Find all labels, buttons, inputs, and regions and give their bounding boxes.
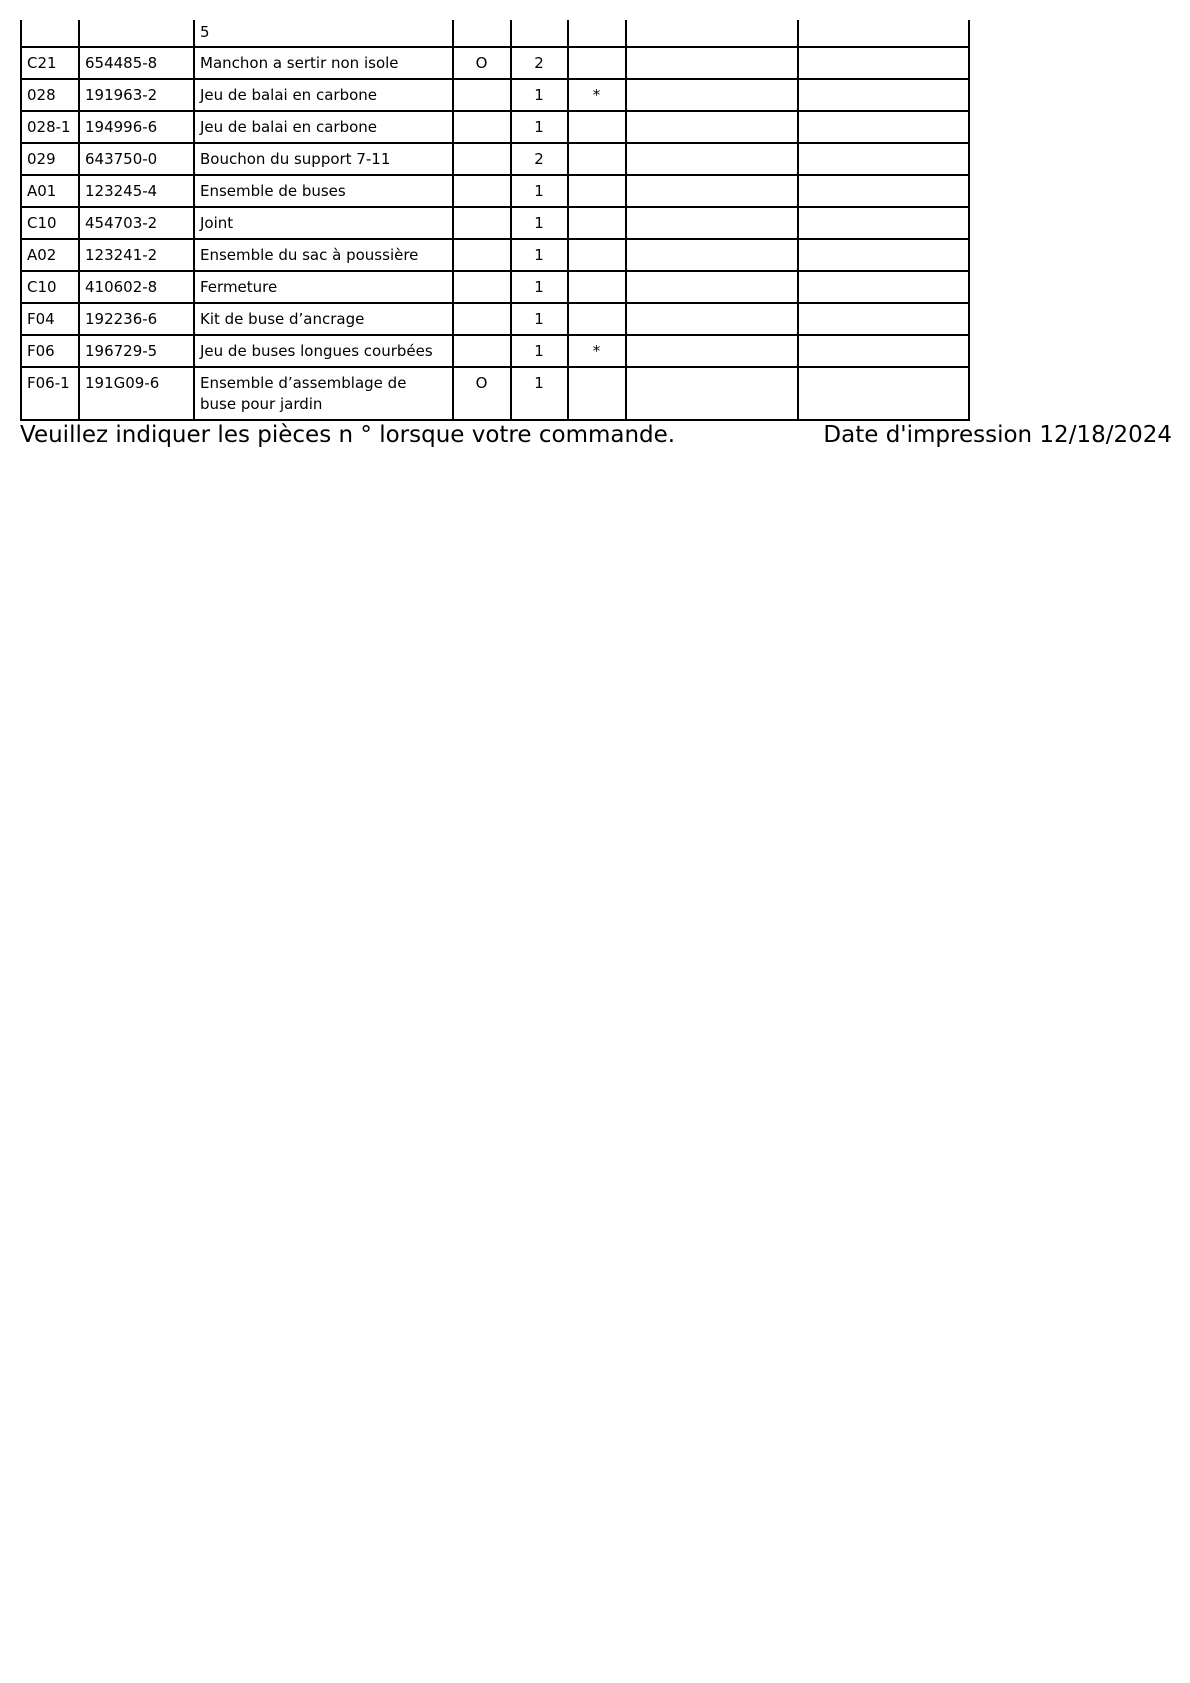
quantity-cell: 1 — [511, 79, 568, 111]
table-row — [21, 207, 969, 239]
part-number-cell: 192236-6 — [79, 303, 194, 335]
part-number-cell: 191963-2 — [79, 79, 194, 111]
ref-cell: C10 — [21, 271, 79, 303]
mark-cell — [453, 271, 511, 303]
blank-cell — [798, 271, 969, 303]
blank-cell — [798, 20, 969, 47]
blank-cell — [798, 239, 969, 271]
flag-cell — [568, 239, 626, 271]
part-number-cell — [79, 20, 194, 47]
description-cell: Ensemble du sac à poussière — [194, 239, 453, 271]
print-date: Date d'impression 12/18/2024 — [823, 422, 1172, 448]
ref-cell: 028 — [21, 79, 79, 111]
quantity-cell: 1 — [511, 239, 568, 271]
blank-cell — [798, 175, 969, 207]
flag-cell — [568, 207, 626, 239]
blank-cell — [798, 207, 969, 239]
mark-cell — [453, 239, 511, 271]
blank-cell — [626, 239, 798, 271]
ref-cell: 029 — [21, 143, 79, 175]
flag-cell — [568, 303, 626, 335]
description-cell: Joint — [194, 207, 453, 239]
mark-cell: O — [453, 47, 511, 79]
ref-cell: F04 — [21, 303, 79, 335]
parts-table-body — [21, 20, 969, 420]
part-number-cell: 123241-2 — [79, 239, 194, 271]
quantity-cell: 1 — [511, 367, 568, 420]
ref-cell — [21, 20, 79, 47]
flag-cell — [568, 367, 626, 420]
part-number-cell: 194996-6 — [79, 111, 194, 143]
mark-cell — [453, 175, 511, 207]
table-row — [21, 239, 969, 271]
mark-cell: O — [453, 367, 511, 420]
quantity-cell: 1 — [511, 335, 568, 367]
blank-cell — [798, 79, 969, 111]
mark-cell — [453, 111, 511, 143]
flag-cell — [568, 175, 626, 207]
table-row — [21, 111, 969, 143]
ref-cell: F06 — [21, 335, 79, 367]
flag-cell — [568, 20, 626, 47]
blank-cell — [626, 79, 798, 111]
description-cell: Manchon a sertir non isole — [194, 47, 453, 79]
part-number-cell: 654485-8 — [79, 47, 194, 79]
blank-cell — [626, 335, 798, 367]
mark-cell — [453, 20, 511, 47]
table-row — [21, 367, 969, 420]
mark-cell — [453, 303, 511, 335]
blank-cell — [626, 271, 798, 303]
blank-cell — [626, 143, 798, 175]
table-row — [21, 271, 969, 303]
quantity-cell: 1 — [511, 111, 568, 143]
flag-cell: * — [568, 79, 626, 111]
description-cell: Ensemble d’assemblage de buse pour jardin — [194, 367, 453, 420]
blank-cell — [798, 303, 969, 335]
mark-cell — [453, 79, 511, 111]
mark-cell — [453, 207, 511, 239]
description-cell: Jeu de buses longues courbées — [194, 335, 453, 367]
mark-cell — [453, 143, 511, 175]
table-row — [21, 175, 969, 207]
description-cell: Jeu de balai en carbone — [194, 111, 453, 143]
blank-cell — [798, 111, 969, 143]
description-cell: Jeu de balai en carbone — [194, 79, 453, 111]
flag-cell — [568, 143, 626, 175]
flag-cell — [568, 111, 626, 143]
quantity-cell: 1 — [511, 303, 568, 335]
table-row — [21, 20, 969, 47]
blank-cell — [798, 335, 969, 367]
table-row — [21, 47, 969, 79]
description-cell: Bouchon du support 7-11 — [194, 143, 453, 175]
mark-cell — [453, 335, 511, 367]
table-row — [21, 303, 969, 335]
blank-cell — [626, 111, 798, 143]
blank-cell — [626, 47, 798, 79]
flag-cell — [568, 271, 626, 303]
table-row — [21, 335, 969, 367]
ref-cell: F06-1 — [21, 367, 79, 420]
flag-cell: * — [568, 335, 626, 367]
quantity-cell — [511, 20, 568, 47]
order-note: Veuillez indiquer les pièces n ° lorsque votre commande. — [20, 422, 676, 448]
ref-cell: A01 — [21, 175, 79, 207]
quantity-cell: 2 — [511, 47, 568, 79]
blank-cell — [798, 367, 969, 420]
quantity-cell: 1 — [511, 175, 568, 207]
part-number-cell: 643750-0 — [79, 143, 194, 175]
parts-table — [20, 20, 970, 421]
part-number-cell: 454703-2 — [79, 207, 194, 239]
description-cell: Kit de buse d’ancrage — [194, 303, 453, 335]
blank-cell — [626, 303, 798, 335]
blank-cell — [626, 20, 798, 47]
description-cell: Ensemble de buses — [194, 175, 453, 207]
description-cell: Fermeture — [194, 271, 453, 303]
description-cell: 5 — [194, 20, 453, 47]
table-row — [21, 79, 969, 111]
quantity-cell: 1 — [511, 207, 568, 239]
quantity-cell: 2 — [511, 143, 568, 175]
flag-cell — [568, 47, 626, 79]
ref-cell: C21 — [21, 47, 79, 79]
part-number-cell: 196729-5 — [79, 335, 194, 367]
blank-cell — [798, 143, 969, 175]
ref-cell: C10 — [21, 207, 79, 239]
blank-cell — [626, 207, 798, 239]
blank-cell — [626, 367, 798, 420]
part-number-cell: 410602-8 — [79, 271, 194, 303]
part-number-cell: 191G09-6 — [79, 367, 194, 420]
blank-cell — [798, 47, 969, 79]
ref-cell: 028-1 — [21, 111, 79, 143]
quantity-cell: 1 — [511, 271, 568, 303]
blank-cell — [626, 175, 798, 207]
part-number-cell: 123245-4 — [79, 175, 194, 207]
table-row — [21, 143, 969, 175]
ref-cell: A02 — [21, 239, 79, 271]
